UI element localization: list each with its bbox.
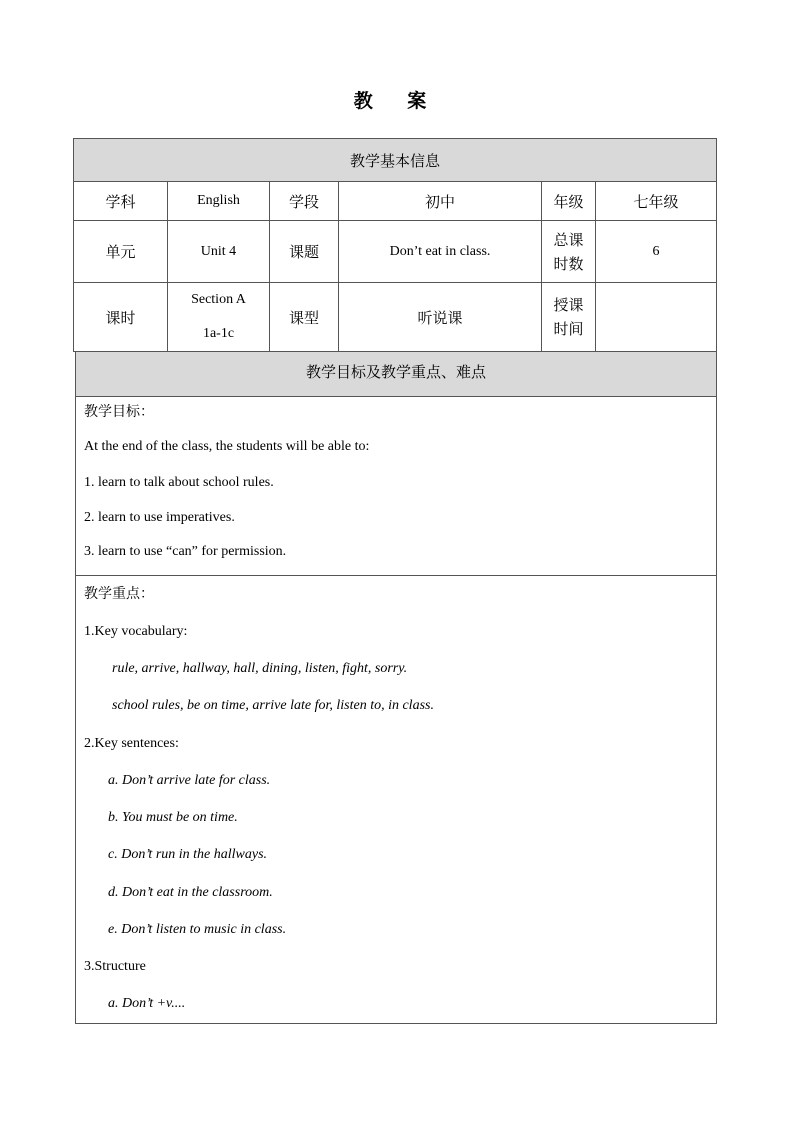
cell-stage-value: 初中 — [339, 182, 542, 221]
cell-topic-value: Don’t eat in class. — [339, 221, 542, 283]
sentence-item: c. Don’t run in the hallways. — [108, 847, 268, 862]
total-hours-label-line2: 时数 — [553, 254, 584, 273]
key-points-label: 教学重点： — [84, 586, 154, 602]
objectives-section — [76, 397, 716, 576]
objective-item: 1. learn to talk about school rules. — [84, 475, 274, 490]
cell-teaching-time-value — [596, 283, 717, 352]
basic-info-heading: 教学基本信息 — [74, 139, 717, 182]
sentence-item: e. Don’t listen to music in class. — [108, 922, 287, 937]
vocab-line: rule, arrive, hallway, hall, dining, listen, fight, sorry. — [112, 661, 408, 676]
total-hours-label-line1: 总课 — [553, 230, 584, 249]
structure-item: a. Don’t +v.... — [108, 996, 186, 1011]
period-value-line2: 1a-1c — [202, 326, 235, 341]
cell-lesson-type-value: 听说课 — [339, 283, 542, 352]
objectives-label: 教学目标： — [84, 404, 154, 420]
sentence-item: a. Don’t arrive late for class. — [108, 773, 271, 788]
goals-heading: 教学目标及教学重点、难点 — [76, 352, 716, 397]
cell-unit-label: 单元 — [74, 221, 168, 283]
cell-subject-label: 学科 — [74, 182, 168, 221]
cell-grade-value: 七年级 — [596, 182, 717, 221]
sentence-item: b. You must be on time. — [108, 810, 238, 825]
cell-grade-label: 年级 — [542, 182, 596, 221]
structure-heading: 3.Structure — [84, 959, 146, 974]
page-title: 教 案 — [353, 90, 441, 112]
goals-table — [75, 351, 717, 1024]
vocab-line: school rules, be on time, arrive late for, listen to, in class. — [112, 698, 434, 713]
objective-item: 3. learn to use “can” for permission. — [84, 544, 287, 559]
sentence-item: d. Don’t eat in the classroom. — [108, 885, 273, 900]
cell-period-label: 课时 — [74, 283, 168, 352]
teaching-time-label-line1: 授课 — [553, 296, 584, 314]
cell-topic-label: 课题 — [270, 221, 339, 283]
sentences-heading: 2.Key sentences: — [84, 736, 179, 751]
cell-period-value — [168, 283, 270, 352]
objective-item: 2. learn to use imperatives. — [84, 510, 235, 525]
basic-info-table — [73, 138, 717, 352]
cell-total-hours-label — [542, 221, 596, 283]
cell-lesson-type-label: 课型 — [270, 283, 339, 352]
objectives-intro: At the end of the class, the students will be able to: — [84, 439, 370, 454]
cell-unit-value: Unit 4 — [168, 221, 270, 283]
cell-total-hours-value: 6 — [596, 221, 717, 283]
cell-teaching-time-label — [542, 283, 596, 352]
cell-stage-label: 学段 — [270, 182, 339, 221]
teaching-time-label-line2: 时间 — [553, 320, 584, 338]
vocab-heading: 1.Key vocabulary: — [84, 624, 188, 639]
cell-subject-value: English — [168, 182, 270, 221]
period-value-line1: Section A — [191, 292, 246, 307]
